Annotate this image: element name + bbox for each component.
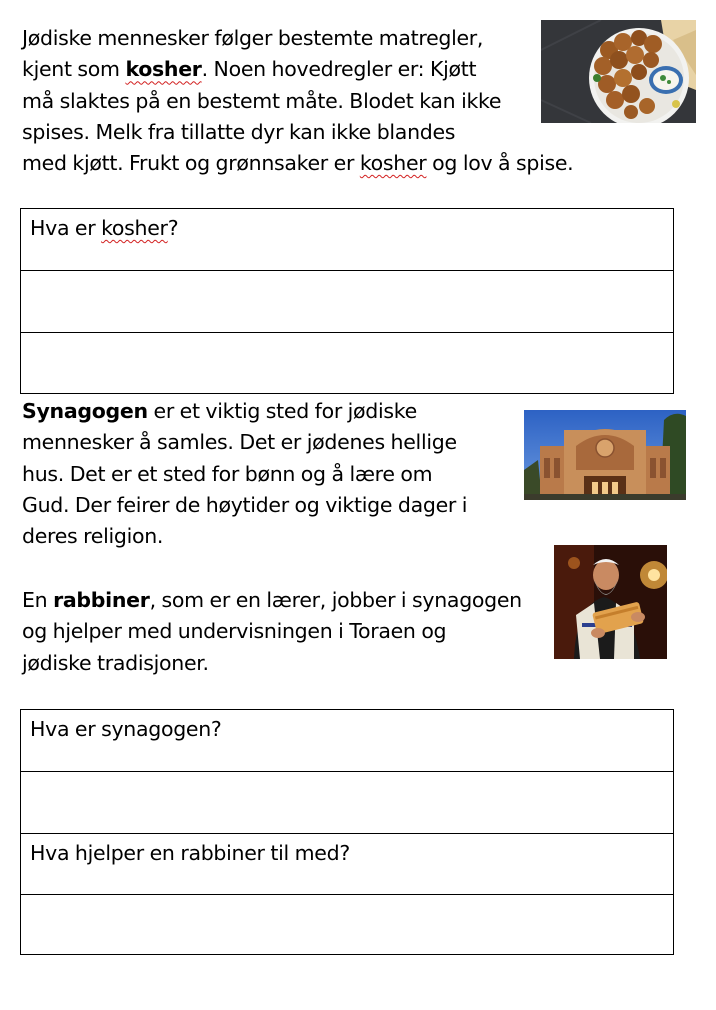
falafel-illustration	[541, 20, 696, 123]
kosher-paragraph	[22, 23, 574, 179]
kosher-term: kosher	[359, 151, 427, 176]
synagogue-paragraph	[22, 396, 522, 552]
question-row: Hva hjelper en rabbiner til med?	[21, 834, 673, 895]
kosher-term: kosher	[101, 216, 168, 240]
text-line: En rabbiner, som er en lærer, jobber i synagogen	[22, 588, 522, 612]
rabbi-paragraph	[22, 585, 552, 679]
falafel-plate-image	[541, 20, 696, 123]
kosher-question-table	[20, 208, 674, 394]
synagogue-illustration	[524, 410, 686, 500]
answer-row[interactable]	[21, 895, 673, 954]
text-line: kjent som kosher. Noen hovedregler er: Kjøtt	[22, 57, 477, 82]
kosher-term: kosher	[125, 57, 202, 82]
text-line: hus. Det er et sted for bønn og å lære om	[22, 461, 433, 486]
rabbi-illustration	[554, 545, 667, 659]
text-line: må slaktes på en bestemt måte. Blodet kan ikke	[22, 88, 502, 113]
text-line: spises. Melk fra tillatte dyr kan ikke blandes	[22, 119, 456, 144]
rabbi-term: rabbiner	[53, 588, 150, 612]
answer-row[interactable]	[21, 333, 673, 393]
synagogue-rabbi-question-table	[20, 709, 674, 955]
text-line: og hjelper med undervisningen i Toraen og	[22, 619, 447, 644]
text-line: mennesker å samles. Det er jødenes hellige	[22, 430, 457, 455]
synagogue-image	[524, 410, 686, 500]
answer-row[interactable]	[21, 772, 673, 834]
text-line: Synagogen er et viktig sted for jødiske	[22, 399, 417, 423]
question-row: Hva er synagogen?	[21, 710, 673, 772]
text-line: med kjøtt. Frukt og grønnsaker er kosher og lov å spise.	[22, 151, 574, 176]
text-line: Jødiske mennesker følger bestemte matregler,	[22, 26, 484, 50]
rabbi-image	[554, 545, 667, 659]
text-line: deres religion.	[22, 524, 164, 549]
question-row: Hva er kosher?	[21, 209, 673, 271]
text-line: Gud. Der feirer de høytider og viktige dager i	[22, 492, 468, 517]
text-line: jødiske tradisjoner.	[22, 650, 209, 675]
answer-row[interactable]	[21, 271, 673, 333]
synagogue-term: Synagogen	[22, 399, 148, 423]
